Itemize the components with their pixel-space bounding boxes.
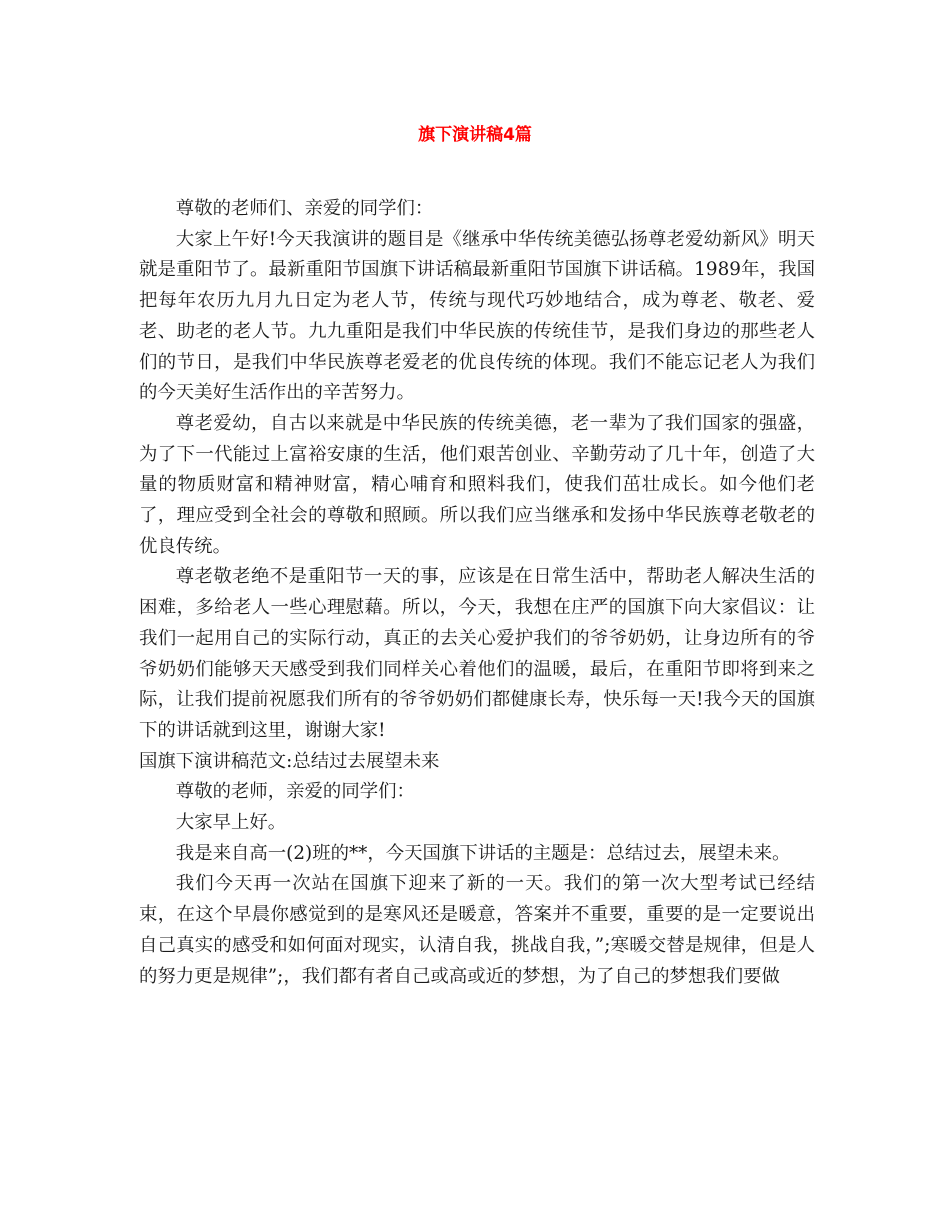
paragraph-greeting-2: 尊敬的老师，亲爱的同学们： [175,781,415,803]
paragraph-proposal: 尊老敬老绝不是重阳节一天的事，应该是在日常生活中，帮助老人解决生活的困难，多给老人一些心理慰藉。所以，今天，我想在庄严的国旗下向大家倡议：让我们一起用自己的实际行动，真正的去关心爱护我们的爷爷奶奶，让身边所有的爷爷奶奶们能够天天感受到我们同样关心着他们的温暖，最后，在重阳节即将到来之际，让我们提前祝愿我们所有的爷爷奶奶们都健康长寿，快乐每一天!我今天的国旗下的讲话就到这里，谢谢大家! [139,566,815,741]
paragraph-exam: 我们今天再一次站在国旗下迎来了新的一天。我们的第一次大型考试已经结束，在这个早晨你感觉到的是寒风还是暖意，答案并不重要，重要的是一定要说出自己真实的感受和如何面对现实，认清自我，挑战自我，”;寒暖交替是规律，但是人的努力更是规律”;，我们都有者自己或高或近的梦想，为了自己的梦想我们要做 [139,873,815,987]
section-heading: 国旗下演讲稿范文:总结过去展望未来 [139,750,440,772]
document-body [139,194,815,992]
document-title: 旗下演讲稿4篇 [418,125,532,145]
paragraph-greeting: 尊敬的老师们、亲爱的同学们： [175,198,434,219]
paragraph-tradition: 尊老爱幼，自古以来就是中华民族的传统美德，老一辈为了我们国家的强盛，为了下一代能过上富裕安康的生活，他们艰苦创业、辛勤劳动了几十年，创造了大量的物质财富和精神财富，精心哺育和照料我们，使我们茁壮成长。如今他们老了，理应受到全社会的尊敬和照顾。所以我们应当继承和发扬中华民族尊老敬老的优良传统。 [139,412,815,557]
paragraph-intro: 大家上午好!今天我演讲的题目是《继承中华传统美德弘扬尊老爱幼新风》明天就是重阳节了。最新重阳节国旗下讲话稿最新重阳节国旗下讲话稿。1989年，我国把每年农历九月九日定为老人节，传统与现代巧妙地结合，成为尊老、敬老、爱老、助老的老人节。九九重阳是我们中华民族的传统佳节，是我们身边的那些老人们的节日，是我们中华民族尊老爱老的优良传统的体现。我们不能忘记老人为我们的今天美好生活作出的辛苦努力。 [139,228,815,404]
paragraph-speaker: 我是来自高一(2)班的**，今天国旗下讲话的主题是：总结过去，展望未来。 [175,842,791,864]
paragraph-morning: 大家早上好。 [175,812,287,834]
